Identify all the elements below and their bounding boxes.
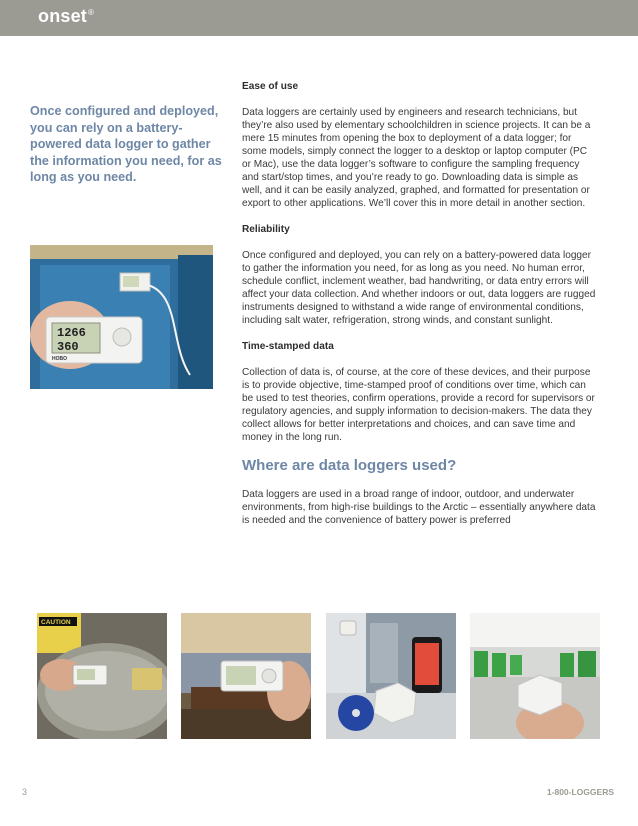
page-number: 3 <box>22 787 28 797</box>
paragraph-reliability: Once configured and deployed, you can rely on a battery-powered data logger to gather the information you need, for as long as you need. No human error, schedule conflict, inclement weather, bad handwriting, or data entry errors will affect your data collection. And whether indoors or out, data loggers are rugged instruments designed to withstand a wide range of environmental conditions, including salt water, refrigeration, strong winds, and constant sunlight. <box>242 250 596 326</box>
paragraph-ease-of-use: Data loggers are certainly used by engineers and research technicians, but they’re also used by elementary schoolchildren in science projects. It can be a mere 15 minutes from opening the box to deployment of a data logger; for some models, simply connect the logger to a desktop or laptop computer (PC or Mac), use the data logger’s software to configure the sampling frequency and start/stop times, and you’re ready to go. Downloading data is simple as well, and it can be easily analyzed, graphed, and formatted for presentation or export to other applications. We’ll cover this in more detail in another section. <box>242 107 591 209</box>
heading-time-stamped-data: Time-stamped data <box>242 341 334 352</box>
paragraph-where-used: Data loggers are used in a broad range of indoor, outdoor, and underwater environments, from high-rise buildings to the Arctic – essentially anywhere data is needed and the convenience of battery power is preferred <box>242 489 596 526</box>
heading-ease-of-use: Ease of use <box>242 81 299 92</box>
logger-brand: HOBO <box>52 356 67 362</box>
footer-phone[interactable]: 1-800-LOGGERS <box>546 787 614 797</box>
logger-readout-bottom: 360 <box>57 340 79 354</box>
logo-text: onset <box>38 6 88 26</box>
heading-where-used: Where are data loggers used? <box>242 457 457 474</box>
logger-readout-top: 1266 <box>57 326 86 340</box>
header-bar <box>0 0 638 36</box>
photo-conference-room <box>181 613 311 739</box>
heading-reliability: Reliability <box>242 224 290 235</box>
photo-warehouse-logger <box>470 613 600 739</box>
caution-label: CAUTION <box>41 619 71 626</box>
main-text-column <box>242 80 598 540</box>
data-logger-photo <box>30 245 213 389</box>
onset-logo[interactable] <box>38 6 94 27</box>
registered-mark: ® <box>88 8 95 17</box>
photo-phone-logger <box>326 613 456 739</box>
paragraph-time-stamped-data: Collection of data is, of course, at the core of these devices, and their purpose is to provide objective, time-stamped proof of conditions over time, which can be used to test theories, confirm operations, provide a record for supervisors or regulatory agencies, and supply information to decision-makers. The data they collect allows for better interpretations and choices, and can save time and money in the long run. <box>242 367 595 443</box>
photo-motor-logger <box>37 613 167 739</box>
pull-quote: Once configured and deployed, you can rely on a battery-powered data logger to gather the information you need, for as long as you need. <box>30 104 222 184</box>
